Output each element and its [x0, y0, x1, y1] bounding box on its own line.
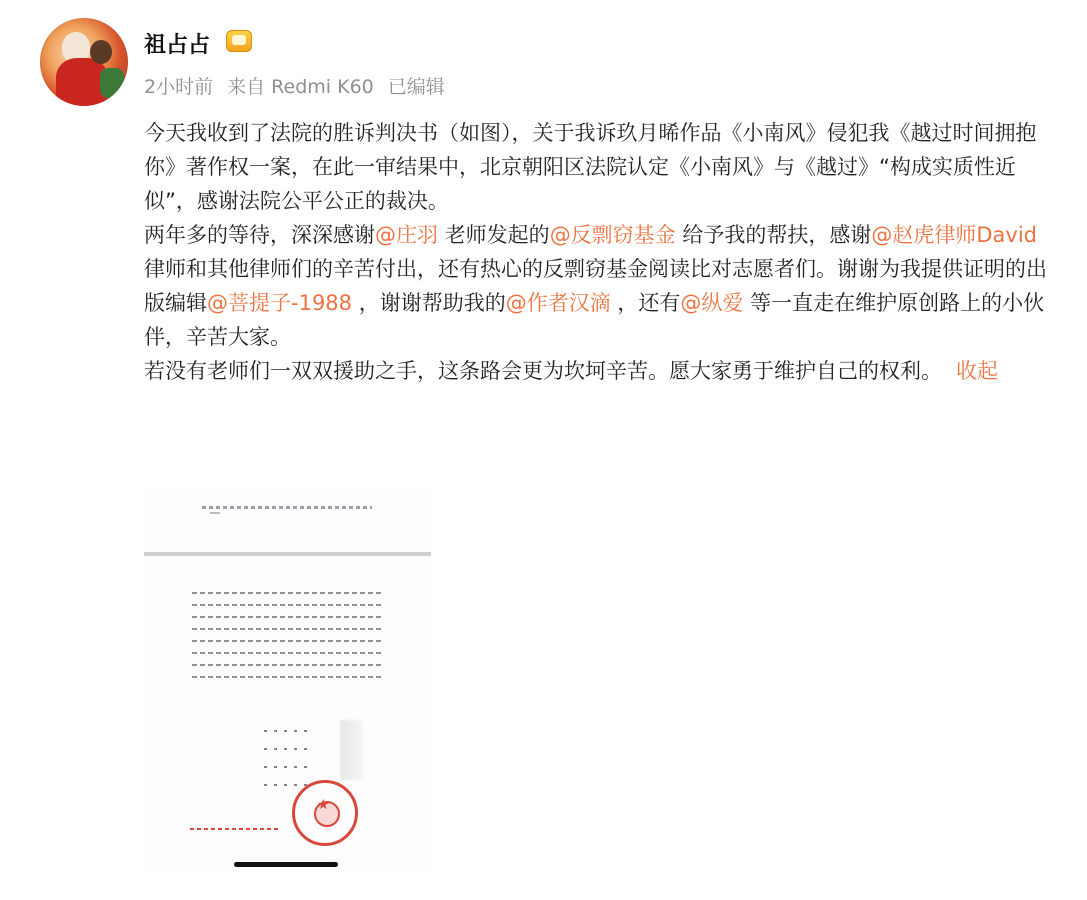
post-time: 2小时前 — [144, 76, 214, 98]
text-span: 老师发起的 — [438, 223, 550, 247]
mention-link[interactable]: @纵爱 — [680, 291, 744, 315]
vip-badge-icon[interactable] — [226, 30, 252, 52]
post-paragraph — [144, 218, 1064, 354]
text-span: ，还有 — [610, 291, 681, 315]
redacted-area — [340, 720, 362, 780]
text-span: 给予我的帮扶，感谢 — [675, 223, 872, 247]
document-divider — [144, 552, 431, 556]
text-span: 若没有老师们一双双援助之手，这条路会更为坎坷辛苦。愿大家勇于维护自己的权利。 — [144, 359, 942, 383]
post-source[interactable]: 来自 Redmi K60 — [227, 76, 374, 98]
text-span: 律师和其他律师们的辛苦付出，还有热心的反剽窃基金阅读比对志愿者们。谢谢为我提供证明的出版编辑 — [144, 257, 1047, 315]
avatar-figure — [90, 40, 112, 64]
document-text-line — [210, 512, 220, 514]
document-text-line — [202, 506, 372, 509]
edited-label[interactable]: 已编辑 — [387, 76, 445, 98]
avatar[interactable] — [40, 18, 128, 106]
text-span: 两年多的等待，深深感谢 — [144, 223, 375, 247]
mention-link[interactable]: @作者汉滴 — [505, 291, 611, 315]
document-text-block — [192, 592, 382, 688]
judgment-document-image[interactable] — [144, 492, 431, 868]
mention-link[interactable]: @菩提子-1988 — [207, 291, 353, 315]
mention-link[interactable]: @反剽窃基金 — [549, 223, 676, 247]
document-signature-line — [190, 828, 280, 830]
post-paragraph — [144, 354, 1064, 388]
username[interactable]: 祖占占 — [144, 33, 211, 58]
collapse-link[interactable]: 收起 — [956, 359, 998, 383]
text-span: ，谢谢帮助我的 — [352, 291, 506, 315]
text-span: 等一直走在维护原创路上的小伙伴，辛苦大家。 — [144, 291, 1045, 349]
post-body — [144, 116, 1064, 388]
mention-link[interactable]: @赵虎律师David — [871, 223, 1038, 247]
court-seal-icon — [292, 780, 358, 846]
avatar-figure — [100, 68, 124, 98]
post-paragraph: 今天我收到了法院的胜诉判决书（如图），关于我诉玖月晞作品《小南风》侵犯我《越过时间拥抱你》著作权一案，在此一审结果中，北京朝阳区法院认定《小南风》与《越过》“构成实质性近似”，感谢法院公平公正的裁决。 — [144, 121, 1037, 213]
post-meta — [144, 72, 453, 99]
mention-link[interactable]: @庄羽 — [375, 223, 438, 247]
home-indicator-bar — [234, 862, 338, 867]
